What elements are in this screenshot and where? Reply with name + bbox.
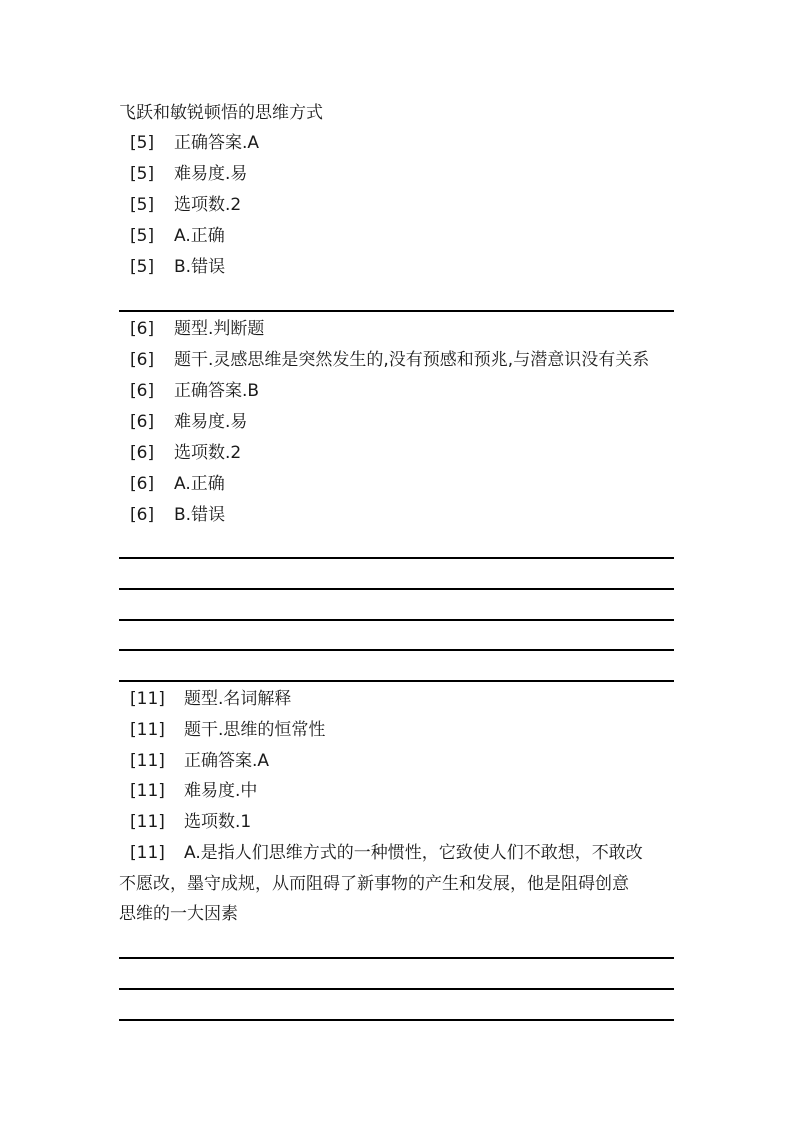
question-tag: [6] bbox=[130, 474, 155, 494]
question-tag: [5] bbox=[130, 195, 155, 215]
divider-rule bbox=[119, 680, 674, 682]
question-tag: [5] bbox=[130, 226, 155, 246]
option-a: A.是指人们思维方式的一种惯性，它致使人们不敢想，不敢改 bbox=[184, 843, 643, 863]
option-a-continuation: 不愿改，墨守成规，从而阻碍了新事物的产生和发展，他是阻碍创意 bbox=[119, 874, 629, 894]
divider-rule bbox=[119, 557, 674, 559]
question-tag: [5] bbox=[130, 133, 155, 153]
divider-rule bbox=[119, 619, 674, 621]
question-5-intro: 飞跃和敏锐顿悟的思维方式 bbox=[119, 103, 323, 123]
correct-answer: 正确答案.B bbox=[174, 381, 260, 401]
question-tag: [11] bbox=[130, 812, 165, 832]
question-tag: [6] bbox=[130, 381, 155, 401]
divider-rule bbox=[119, 957, 674, 959]
correct-answer: 正确答案.A bbox=[184, 751, 270, 771]
correct-answer: 正确答案.A bbox=[174, 133, 260, 153]
question-tag: [11] bbox=[130, 751, 165, 771]
option-count: 选项数.2 bbox=[174, 443, 242, 463]
divider-rule bbox=[119, 310, 674, 312]
question-tag: [11] bbox=[130, 781, 165, 801]
question-tag: [11] bbox=[130, 843, 165, 863]
question-stem: 题干.思维的恒常性 bbox=[184, 720, 326, 740]
question-tag: [11] bbox=[130, 689, 165, 709]
question-tag: [5] bbox=[130, 164, 155, 184]
divider-rule bbox=[119, 1019, 674, 1021]
difficulty: 难易度.中 bbox=[184, 781, 258, 801]
question-type: 题型.判断题 bbox=[174, 319, 265, 339]
difficulty: 难易度.易 bbox=[174, 164, 248, 184]
question-tag: [6] bbox=[130, 350, 155, 370]
question-tag: [5] bbox=[130, 257, 155, 277]
option-b: B.错误 bbox=[174, 505, 226, 525]
divider-rule bbox=[119, 588, 674, 590]
question-tag: [6] bbox=[130, 443, 155, 463]
option-count: 选项数.1 bbox=[184, 812, 252, 832]
option-a: A.正确 bbox=[174, 474, 225, 494]
divider-rule bbox=[119, 988, 674, 990]
option-a: A.正确 bbox=[174, 226, 225, 246]
difficulty: 难易度.易 bbox=[174, 412, 248, 432]
divider-rule bbox=[119, 649, 674, 651]
option-a-continuation: 思维的一大因素 bbox=[119, 904, 238, 924]
question-tag: [6] bbox=[130, 505, 155, 525]
question-stem: 题干.灵感思维是突然发生的,没有预感和预兆,与潜意识没有关系 bbox=[174, 350, 650, 370]
option-count: 选项数.2 bbox=[174, 195, 242, 215]
question-tag: [6] bbox=[130, 412, 155, 432]
question-type: 题型.名词解释 bbox=[184, 689, 292, 709]
question-tag: [11] bbox=[130, 720, 165, 740]
question-tag: [6] bbox=[130, 319, 155, 339]
option-b: B.错误 bbox=[174, 257, 226, 277]
